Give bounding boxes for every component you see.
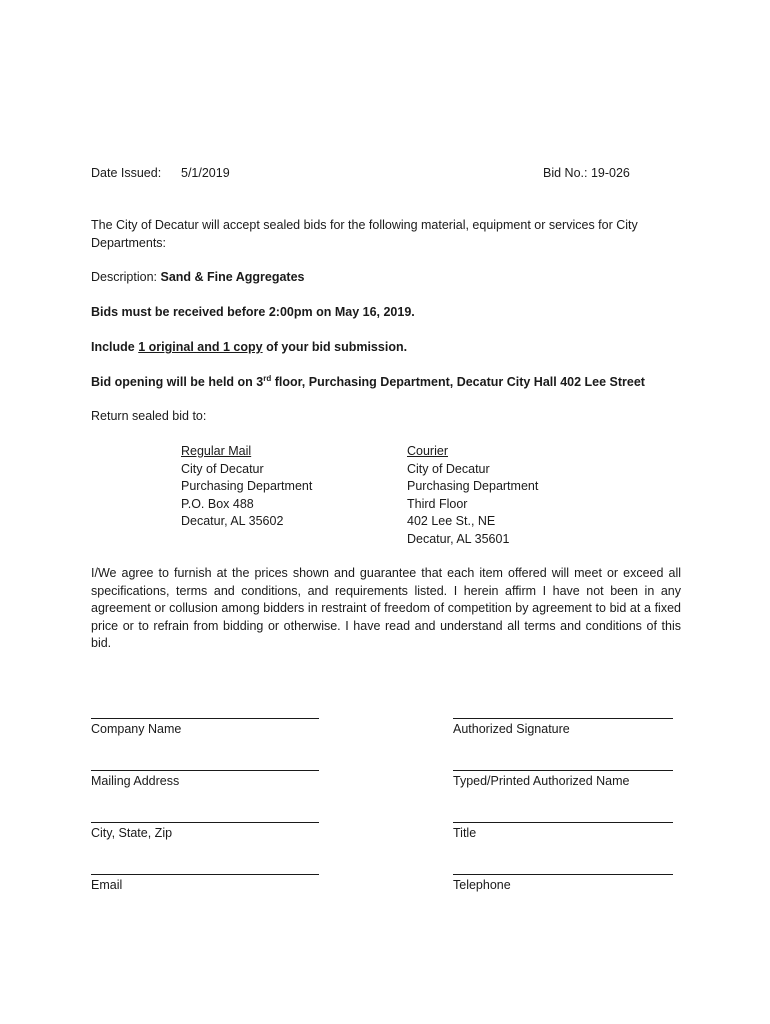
regular-mail-line: Decatur, AL 35602	[181, 514, 284, 528]
title-label: Title	[453, 826, 477, 840]
courier-heading: Courier	[407, 444, 448, 458]
courier-line: City of Decatur	[407, 461, 490, 476]
opening-suffix: floor, Purchasing Department, Decatur City Hall 402 Lee Street	[274, 375, 645, 389]
bid-opening	[91, 375, 645, 389]
courier-line: Third Floor	[407, 496, 468, 511]
regular-mail-line: Purchasing Department	[181, 479, 313, 493]
bid-deadline: Bids must be received before 2:00pm on May 16, 2019.	[91, 305, 415, 319]
date-issued-label: Date Issued:	[91, 166, 162, 180]
telephone-line[interactable]	[453, 874, 673, 875]
description-value: Sand & Fine Aggregates	[160, 270, 305, 284]
company-name-line[interactable]	[91, 718, 319, 719]
authorized-signature-label: Authorized Signature	[453, 722, 570, 736]
courier-line: 402 Lee St., NE	[407, 514, 496, 528]
regular-mail-address	[181, 443, 312, 531]
description-line	[91, 270, 305, 284]
regular-mail-line: City of Decatur	[181, 461, 264, 476]
bid-number	[543, 166, 630, 180]
email-line[interactable]	[91, 874, 319, 875]
bid-number-value: 19-026	[590, 166, 630, 180]
printed-name-line[interactable]	[453, 770, 673, 771]
courier-address	[407, 443, 538, 548]
mailing-address-label: Mailing Address	[91, 774, 180, 788]
date-issued-value: 5/1/2019	[181, 166, 230, 180]
regular-mail-line: P.O. Box 488	[181, 496, 254, 511]
include-prefix: Include	[91, 340, 135, 354]
title-line[interactable]	[453, 822, 673, 823]
intro-paragraph: The City of Decatur will accept sealed bids for the following material, equipment or services for City Departments:	[91, 218, 638, 250]
description-label: Description:	[91, 270, 157, 284]
city-state-zip-label: City, State, Zip	[91, 826, 173, 840]
printed-name-label: Typed/Printed Authorized Name	[453, 774, 630, 788]
authorized-signature-line[interactable]	[453, 718, 673, 719]
courier-line: Decatur, AL 35601	[407, 531, 510, 546]
return-label: Return sealed bid to:	[91, 409, 207, 423]
opening-prefix: Bid opening will be held on 3	[91, 375, 264, 389]
courier-line: Purchasing Department	[407, 479, 539, 493]
mailing-address-line[interactable]	[91, 770, 319, 771]
company-name-label: Company Name	[91, 722, 182, 736]
agreement-paragraph: I/We agree to furnish at the prices shown and guarantee that each item offered will meet or exceed all specifications, terms and conditions, and requirements listed. I herein affirm I have not been in any agreement or collusion among bidders in restraint of freedom of competition by agreement to bid at a fixed price or to refrain from bidding or otherwise. I have read and understand all terms and conditions of this bid.	[91, 566, 681, 650]
city-state-zip-line[interactable]	[91, 822, 319, 823]
opening-superscript: rd	[263, 373, 272, 383]
include-underlined: 1 original and 1 copy	[138, 340, 263, 354]
telephone-label: Telephone	[453, 878, 511, 892]
regular-mail-heading: Regular Mail	[181, 444, 252, 458]
email-label: Email	[91, 878, 123, 892]
include-copies	[91, 340, 407, 354]
bid-number-label: Bid No.:	[543, 166, 588, 180]
include-suffix: of your bid submission.	[266, 340, 408, 354]
